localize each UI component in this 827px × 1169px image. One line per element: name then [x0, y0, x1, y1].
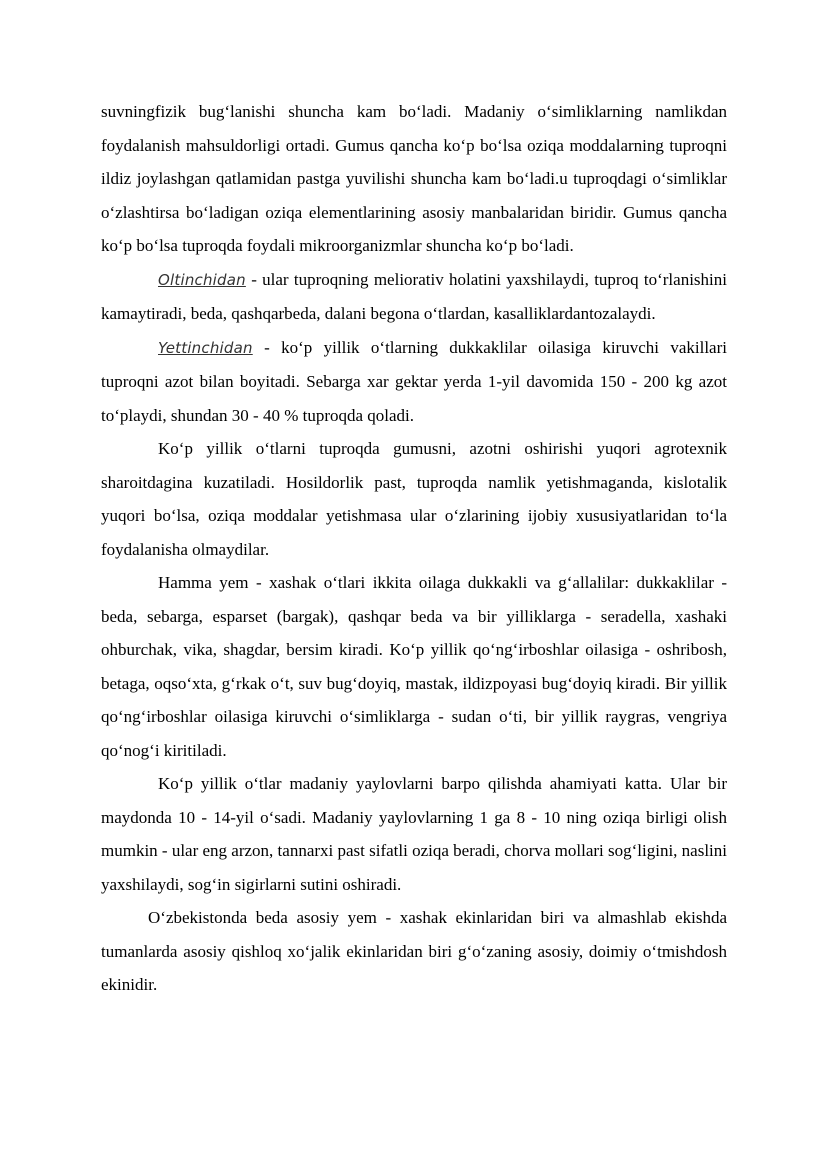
paragraph-lead-word: Oltinchidan [158, 270, 246, 289]
paragraph-lead-word: Yettinchidan [158, 338, 253, 357]
paragraph-seventh [101, 331, 727, 433]
paragraph-text: suvningfizik bug‘lanishi shuncha kam bo‘ladi. Madaniy o‘simliklarning namlikdan foydalanish mahsuldorligi ortadi. Gumus qancha ko‘p bo‘lsa oziqa moddalarning tuproqni ildiz joylashgan qatlamidan pastga yuvilishi shuncha kam bo‘ladi.u tuproqdagi o‘simliklar o‘zlashtirsa bo‘ladigan oziqa elementlarining asosiy manbalaridan biridir. Gumus qancha ko‘p bo‘lsa tuproqda foydali mikroorganizmlar shuncha ko‘p bo‘ladi. [101, 102, 727, 255]
paragraph-text: Ko‘p yillik o‘tlar madaniy yaylovlarni barpo qilishda ahamiyati katta. Ular bir maydonda 10 - 14-yil o‘sadi. Madaniy yaylovlarning 1 ga 8 - 10 ning oziqa birligi olish mumkin - ular eng arzon, tannarxi past sifatli oziqa beradi, chorva mollari sog‘ligini, naslini yaxshilaydi, sog‘in sigirlarni sutini oshiradi. [101, 774, 727, 894]
paragraph-pastures [101, 767, 727, 901]
paragraph-text: - ko‘p yillik o‘tlarning dukkaklilar oilasiga kiruvchi vakillari tuproqni azot bilan boyitadi. Sebarga xar gektar yerda 1-yil davomida 150 - 200 kg azot to‘playdi, shundan 30 - 40 % tuproqda qoladi. [101, 337, 727, 425]
paragraph-text: Hamma yem - xashak o‘tlari ikkita oilaga dukkakli va g‘allalilar: dukkaklilar - beda, sebarga, esparset (bargak), qashqar beda va bir yilliklarga - seradella, xashaki ohburchak, vika, shagdar, bersim kiradi. Ko‘p yillik qo‘ng‘irboshlar oilasiga - oshribosh, betaga, oqso‘xta, g‘rkak o‘t, suv bug‘doyiq, mastak, ildizpoyasi bug‘doyiq kiradi. Bir yillik qo‘ng‘irboshlar oilasiga kiruvchi o‘simliklarga - sudan o‘ti, bir yillik raygras, vengriya qo‘nog‘i kiritiladi. [101, 573, 727, 760]
paragraph-text: Ko‘p yillik o‘tlarni tuproqda gumusni, azotni oshirishi yuqori agrotexnik sharoitdagina kuzatiladi. Hosildorlik past, tuproqda namlik yetishmaganda, kislotalik yuqori bo‘lsa, oziqa moddalar yetishmasa ular o‘zlarining ijobiy xususiyatlaridan to‘la foydalanisha olmaydilar. [101, 439, 727, 559]
paragraph-uzbekistan-alfalfa [101, 901, 727, 1002]
paragraph-perennial-grasses [101, 432, 727, 566]
paragraph-continuation [101, 95, 727, 263]
paragraph-families [101, 566, 727, 767]
paragraph-text: O‘zbekistonda beda asosiy yem - xashak ekinlaridan biri va almashlab ekishda tumanlarda asosiy qishloq xo‘jalik ekinlaridan biri g‘o‘zaning asosiy, doimiy o‘tmishdosh ekinidir. [101, 908, 727, 994]
document-page [101, 95, 727, 1002]
paragraph-sixth [101, 263, 727, 331]
paragraph-text: - ular tuproqning meliorativ holatini yaxshilaydi, tuproq to‘rlanishini kamaytiradi, beda, qashqarbeda, dalani begona o‘tlardan, kasalliklardantozalaydi. [101, 269, 727, 323]
